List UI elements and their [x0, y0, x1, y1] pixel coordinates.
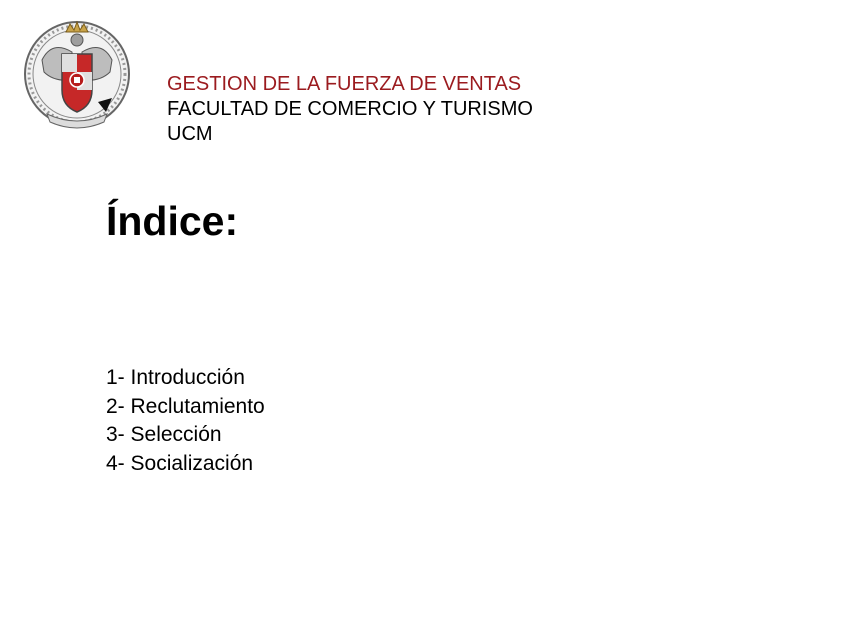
university-name: UCM: [167, 123, 213, 145]
page-title: Índice:: [106, 198, 239, 244]
course-header: [167, 72, 533, 147]
toc-item-reclutamiento: 2- Reclutamiento: [106, 394, 265, 418]
toc-item-socializacion: 4- Socialización: [106, 451, 254, 475]
toc-item-seleccion: 3- Selección: [106, 423, 222, 446]
faculty-name: FACULTAD DE COMERCIO Y TURISMO: [167, 98, 533, 120]
toc-item-introduccion: 1- Introducción: [106, 366, 245, 389]
ucm-coat-of-arms-icon: [22, 10, 132, 138]
course-title: GESTION DE LA FUERZA DE VENTAS: [167, 73, 522, 95]
table-of-contents: [106, 364, 265, 478]
